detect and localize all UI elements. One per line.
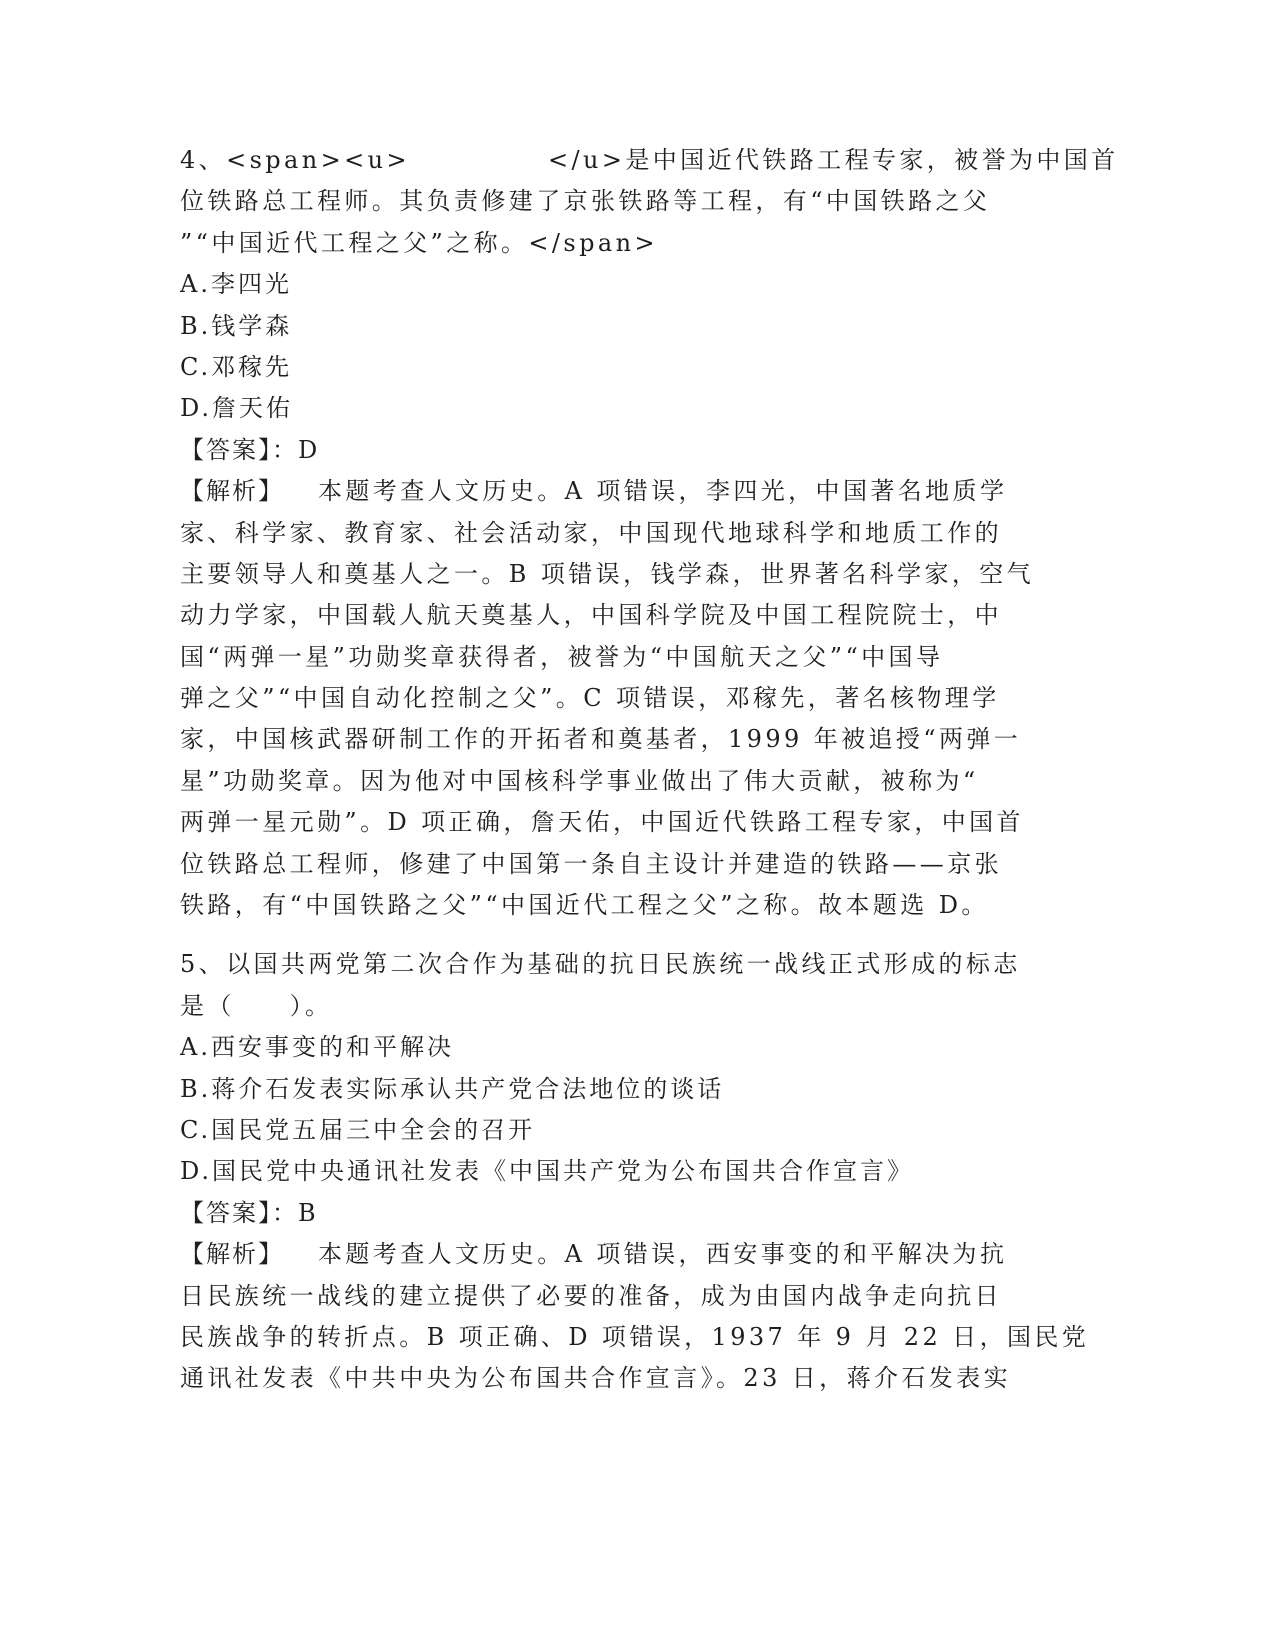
analysis-line: 日民族统一战线的建立提供了必要的准备，成为由国内战争走向抗日: [180, 1281, 1002, 1310]
analysis-line: 弹之父”“中国自动化控制之父”。C 项错误，邓稼先，著名核物理学: [180, 684, 1000, 713]
question-stem-line: 5、以国共两党第二次合作为基础的抗日民族统一战线正式形成的标志: [180, 950, 1021, 979]
question-gap: [180, 926, 1040, 944]
answer-value: B: [298, 1198, 318, 1227]
stem-text: </u>是中国近代铁路工程专家，被誉为中国首: [548, 146, 1119, 174]
analysis-text: 本题考查人文历史。A 项错误，西安事变的和平解决为抗: [318, 1240, 1008, 1269]
question-stem-line: ”“中国近代工程之父”之称。</span>: [180, 228, 658, 257]
answer-line: [180, 1193, 1040, 1234]
question-stem-line: 是（ ）。: [180, 991, 333, 1020]
question-stem-line: 位铁路总工程师。其负责修建了京张铁路等工程，有“中国铁路之父: [180, 187, 991, 216]
analysis-line: 主要领导人和奠基人之一。B 项错误，钱学森，世界著名科学家，空气: [180, 559, 1035, 588]
question-stem-line: [180, 140, 1119, 181]
answer-line: [180, 430, 1040, 471]
analysis-line: 动力学家，中国载人航天奠基人，中国科学院及中国工程院院士，中: [180, 601, 1002, 630]
analysis-line: 家，中国核武器研制工作的开拓者和奠基者，1999 年被追授“两弹一: [180, 725, 1022, 754]
document-page: [180, 140, 1119, 1400]
answer-label: 【答案】：: [180, 435, 298, 464]
question-block: [180, 140, 1119, 926]
analysis-line: 两弹一星元勋”。D 项正确，詹天佑，中国近代铁路工程专家，中国首: [180, 808, 1024, 837]
option-b: B.蒋介石发表实际承认共产党合法地位的谈话: [180, 1074, 725, 1103]
analysis-label: 【解析】: [180, 1240, 284, 1269]
analysis-line: 位铁路总工程师，修建了中国第一条自主设计并建造的铁路——京张: [180, 849, 1002, 878]
analysis-line: 民族战争的转折点。B 项正确、D 项错误，1937 年 9 月 22 日，国民党: [180, 1322, 1090, 1351]
answer-label: 【答案】：: [180, 1198, 298, 1227]
analysis-line: 通讯社发表《中共中央为公布国共合作宣言》。23 日，蒋介石发表实: [180, 1364, 1011, 1393]
option-a: A.李四光: [180, 270, 292, 299]
analysis-text: 本题考查人文历史。A 项错误，李四光，中国著名地质学: [318, 477, 1008, 506]
answer-value: D: [298, 435, 320, 464]
option-d: D.詹天佑: [180, 394, 294, 423]
analysis-line: [180, 471, 1040, 512]
analysis-line: [180, 1234, 1040, 1275]
option-b: B.钱学森: [180, 311, 293, 340]
stem-text: 4、<span><u>: [180, 146, 411, 174]
analysis-line: 国“两弹一星”功勋奖章获得者，被誉为“中国航天之父”“中国导: [180, 642, 944, 671]
analysis-line: 家、科学家、教育家、社会活动家，中国现代地球科学和地质工作的: [180, 518, 1002, 547]
option-a: A.西安事变的和平解决: [180, 1033, 454, 1062]
option-c: C.国民党五届三中全会的召开: [180, 1115, 536, 1144]
option-c: C.邓稼先: [180, 352, 293, 381]
analysis-line: 铁路，有“中国铁路之父”“中国近代工程之父”之称。故本题选 D。: [180, 891, 989, 920]
analysis-label: 【解析】: [180, 477, 284, 506]
analysis-line: 星”功勋奖章。因为他对中国核科学事业做出了伟大贡献，被称为“: [180, 766, 979, 795]
option-d: D.国民党中央通讯社发表《中国共产党为公布国共合作宣言》: [180, 1157, 915, 1186]
question-block: [180, 944, 1090, 1399]
